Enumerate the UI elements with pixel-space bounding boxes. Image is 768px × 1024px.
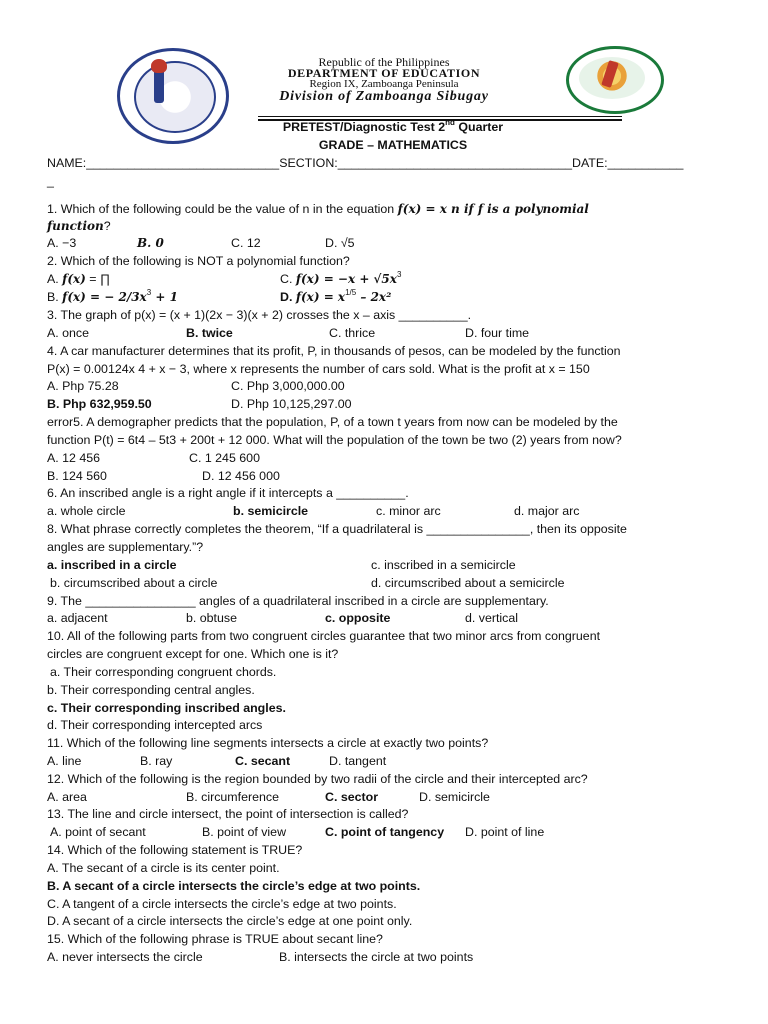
- question-15: 15. Which of the following phrase is TRUE about secant line?: [47, 932, 383, 946]
- choice-c: C. Php 3,000,000.00: [231, 379, 345, 393]
- question-9: 9. The ________________ angles of a quadrilateral inscribed in a circle are supplementary.: [47, 594, 549, 608]
- question-12: 12. Which of the following is the region bounded by two radii of the circle and their intercepted arc?: [47, 772, 588, 786]
- grade-subject: GRADE – MATHEMATICS: [318, 138, 468, 152]
- choice-a: A. point of secant: [50, 825, 146, 839]
- question-4-cont: P(x) = 0.00124x 4 + x − 3, where x represents the number of cars sold. What is the profit at x = 150: [47, 362, 590, 376]
- choice-d: D. √5: [325, 236, 355, 250]
- question-10: 10. All of the following parts from two congruent circles guarantee that two minor arcs from congruent: [47, 629, 601, 643]
- choice-b: B. 124 560: [47, 469, 107, 483]
- choice-a: A. f(x) = ∏: [47, 272, 111, 286]
- choice-a: A. −3: [47, 236, 77, 250]
- choice-d: D. semicircle: [419, 790, 490, 804]
- choice-b: B. f(x) = − $2/3x^3 + 1$: [47, 288, 178, 304]
- choice-b: B. circumference: [186, 790, 279, 804]
- choice-c: C. sector: [325, 790, 379, 804]
- question-13: 13. The line and circle intersect, the point of intersection is called?: [47, 807, 409, 821]
- choice-d: D. four time: [465, 326, 530, 340]
- question-8-cont: angles are supplementary.”?: [47, 540, 204, 554]
- choice-d: D. point of line: [465, 825, 545, 839]
- choice-b: B. point of view: [202, 825, 287, 839]
- question-10-cont: circles are congruent except for one. Which one is it?: [47, 647, 339, 661]
- choice-b: B. A secant of a circle intersects the circle’s edge at two points.: [47, 879, 421, 893]
- choice-a: a. adjacent: [47, 611, 108, 625]
- choice-b: B. intersects the circle at two points: [279, 950, 474, 964]
- choice-c: C. A tangent of a circle intersects the circle’s edge at two points.: [47, 897, 397, 911]
- choice-c: c. opposite: [325, 611, 391, 625]
- choice-b: b. Their corresponding central angles.: [47, 683, 255, 697]
- header-rule: [258, 116, 622, 117]
- choice-d: d. major arc: [514, 504, 580, 518]
- question-5-cont: function P(t) = 6t4 – 5t3 + 200t + 12 000. What will the population of the town be two (2) years from now?: [47, 433, 622, 447]
- choice-b: b. obtuse: [186, 611, 237, 625]
- question-5: error5. A demographer predicts that the population, P, of a town t years from now can be modeled by the: [47, 415, 618, 429]
- name-line-wrap: _: [47, 174, 54, 188]
- question-8: 8. What phrase correctly completes the theorem, “If a quadrilateral is _______________, then its opposite: [47, 522, 627, 536]
- choice-a: A. line: [47, 754, 82, 768]
- question-2: 2. Which of the following is NOT a polynomial function?: [47, 254, 350, 268]
- question-3: 3. The graph of p(x) = (x + 1)(2x − 3)(x + 2) crosses the x – axis __________.: [47, 308, 472, 322]
- choice-d: D. $f(x) = x^{1/5} - 2x^2$: [280, 288, 392, 304]
- republic-line: Republic of the Philippines: [318, 55, 450, 69]
- question-14: 14. Which of the following statement is TRUE?: [47, 843, 303, 857]
- question-11: 11. Which of the following line segments intersects a circle at exactly two points?: [47, 736, 489, 750]
- choice-a: A. once: [47, 326, 90, 340]
- question-6: 6. An inscribed angle is a right angle if it intercepts a __________.: [47, 486, 409, 500]
- choice-d: d. Their corresponding intercepted arcs: [47, 718, 263, 732]
- choice-c: C. thrice: [329, 326, 376, 340]
- choice-a: A. area: [47, 790, 87, 804]
- choice-b: B. 0: [137, 236, 164, 250]
- choice-d: d. vertical: [465, 611, 519, 625]
- choice-a: A. Php 75.28: [47, 379, 119, 393]
- name-section-date-line: NAME:____________________________SECTION:__________________________________DATE:___________: [47, 156, 684, 170]
- choice-a: A. never intersects the circle: [47, 950, 203, 964]
- choice-d: D. A secant of a circle intersects the circle’s edge at one point only.: [47, 914, 413, 928]
- choice-c: C. $f(x) = -x + √5x^3$: [280, 270, 402, 286]
- choice-c: C. 12: [231, 236, 261, 250]
- choice-c: C. 1 245 600: [189, 451, 260, 465]
- choice-c: c. inscribed in a semicircle: [371, 558, 516, 572]
- choice-a: a. whole circle: [47, 504, 126, 518]
- choice-c: c. minor arc: [376, 504, 441, 518]
- choice-d: D. 12 456 000: [202, 469, 280, 483]
- test-title: PRETEST/Diagnostic Test 2nd Quarter: [282, 118, 504, 134]
- choice-b: b. semicircle: [233, 504, 309, 518]
- choice-d: D. tangent: [329, 754, 387, 768]
- choice-d: D. Php 10,125,297.00: [231, 397, 352, 411]
- region-line: Region IX, Zamboanga Peninsula: [309, 78, 459, 90]
- choice-c: C. point of tangency: [325, 825, 445, 839]
- choice-a: a. inscribed in a circle: [47, 558, 177, 572]
- choice-b: B. Php 632,959.50: [47, 397, 152, 411]
- department-line: DEPARTMENT OF EDUCATION: [287, 66, 481, 80]
- choice-c: c. Their corresponding inscribed angles.: [47, 701, 286, 715]
- choice-b: b. circumscribed about a circle: [50, 576, 218, 590]
- choice-b: B. ray: [140, 754, 173, 768]
- choice-b: B. twice: [186, 326, 233, 340]
- choice-c: C. secant: [235, 754, 291, 768]
- choice-a: A. The secant of a circle is its center point.: [47, 861, 280, 875]
- choice-a: A. 12 456: [47, 451, 101, 465]
- question-1-cont: function?: [47, 219, 111, 233]
- choice-d: d. circumscribed about a semicircle: [371, 576, 565, 590]
- question-1: 1. Which of the following could be the value of n in the equation f(x) = x n if f is a polynomial: [47, 202, 589, 216]
- letterhead: [0, 0, 768, 125]
- division-line: Division of Zamboanga Sibugay: [279, 89, 489, 104]
- question-4: 4. A car manufacturer determines that its profit, P, in thousands of pesos, can be modeled by the function: [47, 344, 621, 358]
- choice-a: a. Their corresponding congruent chords.: [50, 665, 277, 679]
